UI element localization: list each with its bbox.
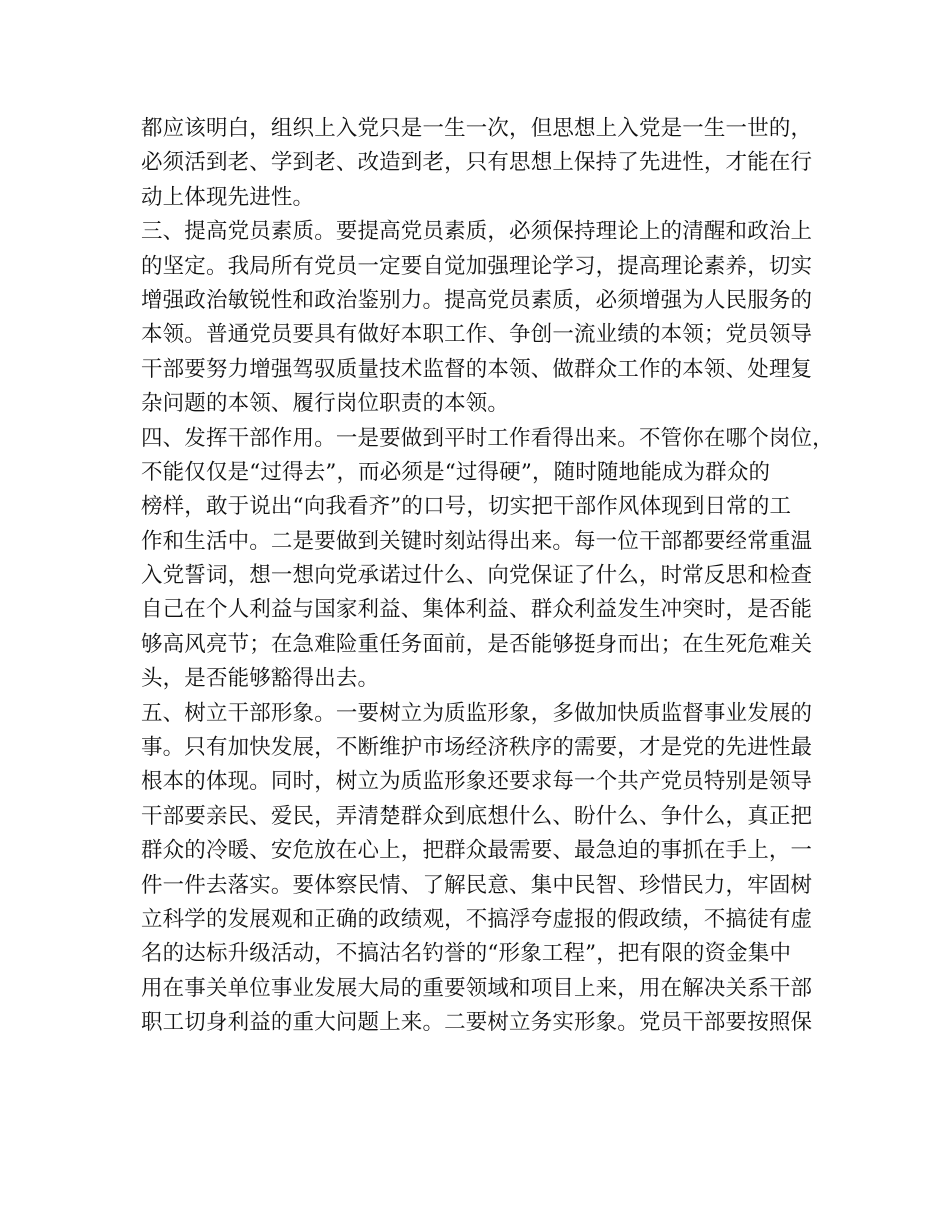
text-line: 群众的冷暖、安危放在心上，把群众最需要、最急迫的事抓在手上，一 (141, 838, 813, 864)
text-line: 自己在个人利益与国家利益、集体利益、群众利益发生冲突时，是否能 (141, 597, 813, 623)
text-line: 不能仅仅是“过得去”，而必须是“过得硬”，随时随地能成为群众的 (141, 459, 771, 485)
text-line: 增强政治敏锐性和政治鉴别力。提高党员素质，必须增强为人民服务的 (141, 287, 813, 313)
text-line: 本领。普通党员要具有做好本职工作、争创一流业绩的本领；党员领导 (141, 322, 813, 348)
text-line: 干部要亲民、爱民，弄清楚群众到底想什么、盼什么、争什么，真正把 (141, 803, 813, 829)
text-line: 入党誓词，想一想向党承诺过什么、向党保证了什么，时常反思和检查 (141, 563, 813, 589)
text-line: 必须活到老、学到老、改造到老，只有思想上保持了先进性，才能在行 (141, 150, 813, 176)
text-line: 名的达标升级活动，不搞沽名钓誉的“形象工程”，把有限的资金集中 (141, 941, 792, 967)
text-line: 都应该明白，组织上入党只是一生一次，但思想上入党是一生一世的， (141, 116, 813, 141)
text-line: 四、发挥干部作用。一是要做到平时工作看得出来。不管你在哪个岗位， (141, 425, 834, 451)
text-line: 榜样，敢于说出“向我看齐”的口号，切实把干部作风体现到日常的工 (141, 494, 792, 520)
text-line: 够高风亮节；在急难险重任务面前，是否能够挺身而出；在生死危难关 (141, 631, 813, 657)
text-line: 五、树立干部形象。一要树立为质监形象，多做加快质监督事业发展的 (141, 700, 813, 726)
text-line: 干部要努力增强驾驭质量技术监督的本领、做群众工作的本领、处理复 (141, 356, 813, 382)
text-line: 件一件去落实。要体察民情、了解民意、集中民智、珍惜民力，牢固树 (141, 872, 813, 898)
document-body (141, 112, 834, 1041)
text-line: 作和生活中。二是要做到关键时刻站得出来。每一位干部都要经常重温 (141, 528, 813, 554)
text-line: 三、提高党员素质。要提高党员素质，必须保持理论上的清醒和政治上 (141, 219, 813, 245)
text-line: 头，是否能够豁得出去。 (141, 666, 380, 692)
text-line: 动上体现先进性。 (141, 184, 315, 210)
text-line: 杂问题的本领、履行岗位职责的本领。 (141, 391, 510, 417)
text-line: 用在事关单位事业发展大局的重要领域和项目上来，用在解决关系干部 (141, 975, 813, 1001)
text-line: 职工切身利益的重大问题上来。二要树立务实形象。党员干部要按照保 (141, 1010, 813, 1036)
text-line: 根本的体现。同时，树立为质监形象还要求每一个共产党员特别是领导 (141, 769, 813, 795)
text-line: 的坚定。我局所有党员一定要自觉加强理论学习，提高理论素养，切实 (141, 253, 813, 279)
text-line: 事。只有加快发展，不断维护市场经济秩序的需要，才是党的先进性最 (141, 735, 813, 761)
text-line: 立科学的发展观和正确的政绩观，不搞浮夸虚报的假政绩，不搞徒有虚 (141, 906, 813, 932)
